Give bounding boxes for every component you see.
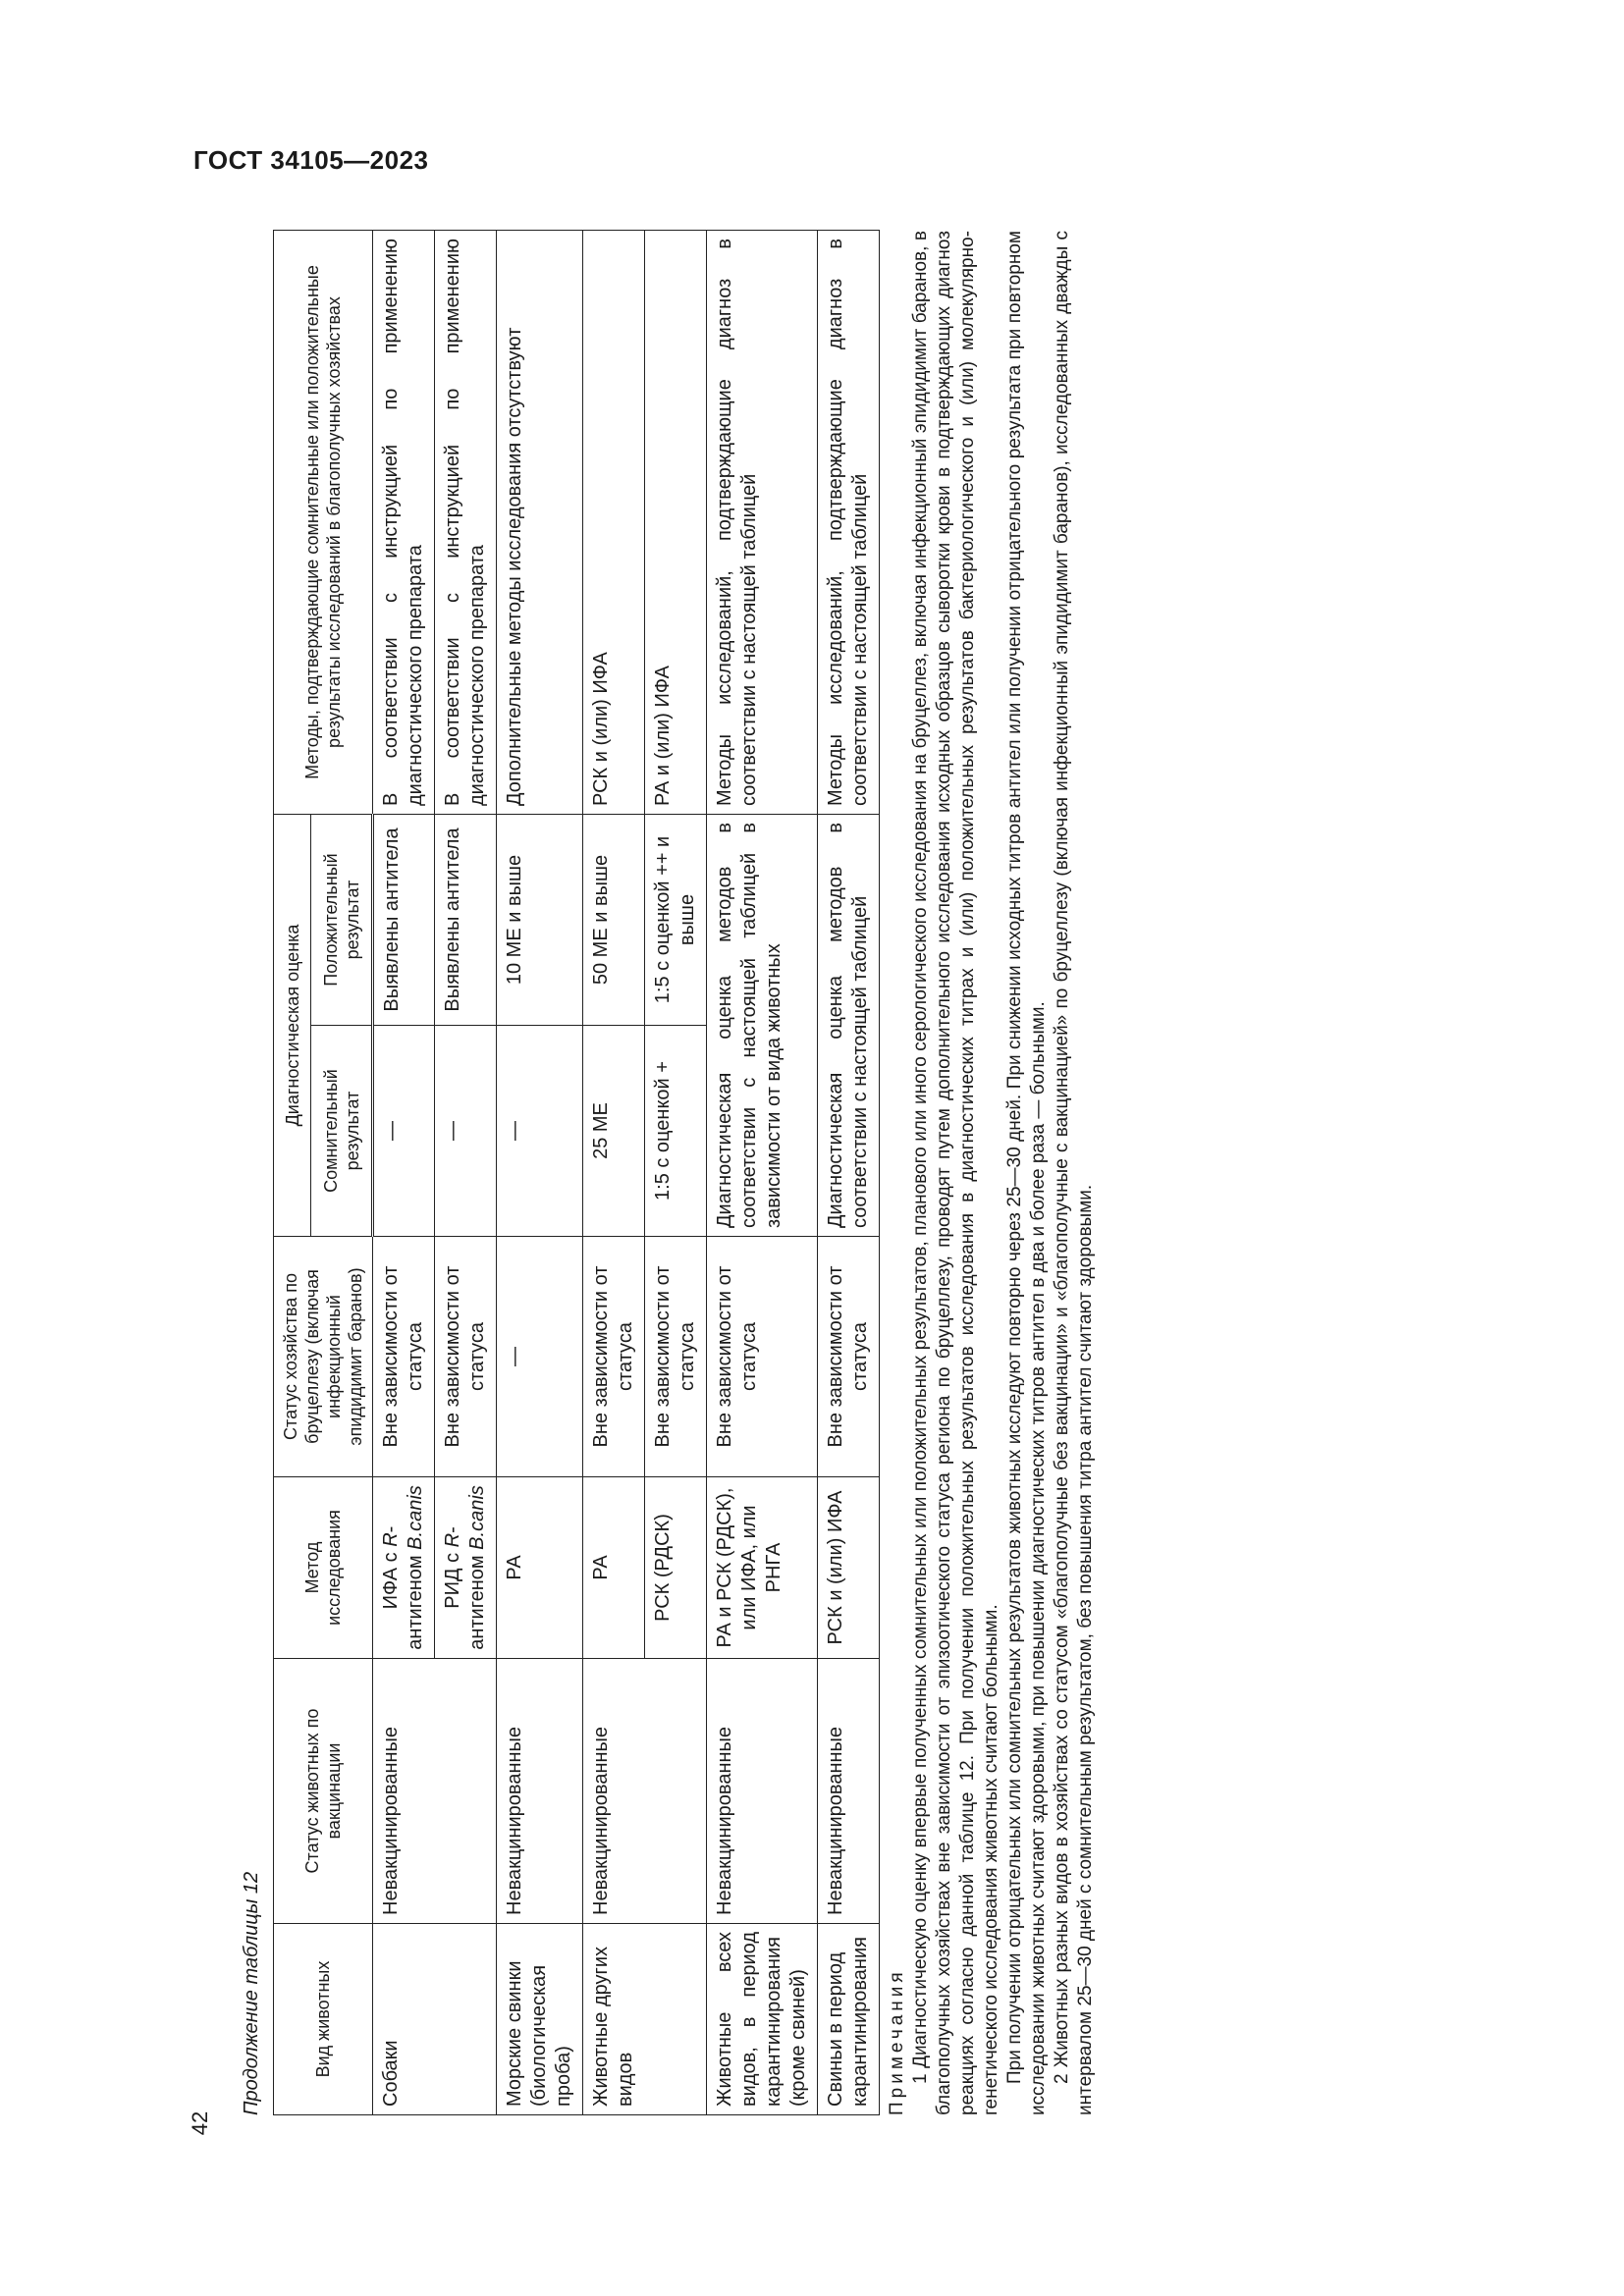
cell-confirm: РСК и (или) ИФА <box>583 231 645 815</box>
method-bcanis: B.canis <box>466 1485 488 1550</box>
cell-vaccination: Невакцинированные <box>818 1659 880 1924</box>
header-row-1 <box>274 231 311 2115</box>
cell-vaccination: Невакцинированные <box>497 1659 583 1924</box>
cell-confirm: В соответствии с инструкцией по применению диагностического препарата <box>373 231 435 815</box>
cell-method: РСК и (или) ИФА <box>818 1477 880 1659</box>
cell-method: РА <box>497 1477 583 1659</box>
cell-doubtful: 25 МЕ <box>583 1026 645 1237</box>
method-antigen: -антигеном <box>442 1526 488 1650</box>
cell-doubtful: 1:5 с оценкой + <box>645 1026 707 1237</box>
cell-species: Животные других видов <box>583 1924 707 2115</box>
rotated-content <box>234 231 1510 2115</box>
cell-positive: 1:5 с оценкой ++ и выше <box>645 815 707 1026</box>
note-2: 2 Животных разных видов в хозяйствах со статусом «благополучные без вакцинации» и «благополучные с вакцинацией» по бруцеллезу (включая инфекционный эпидидимит баранов), исследованных дважды с интервалом 25—30 дней с сомнительным результатом, без повышения титра антител считают здоровыми. <box>1052 231 1096 2115</box>
header-species: Вид животных <box>274 1924 373 2115</box>
cell-farm-status: Вне зависимости от статуса <box>583 1237 645 1477</box>
cell-method: РСК (РДСК) <box>645 1477 707 1659</box>
cell-farm-status: Вне зависимости от статуса <box>435 1237 497 1477</box>
table-row <box>497 231 583 2115</box>
cell-species: Собаки <box>373 1924 497 2115</box>
cell-vaccination: Невакцинированные <box>583 1659 707 1924</box>
cell-farm-status: Вне зависимости от статуса <box>645 1237 707 1477</box>
cell-confirm: Методы исследований, подтверждающие диагноз в соответствии с настоящей таблицей <box>707 231 818 815</box>
header-doubtful: Сомнительный результат <box>311 1026 373 1237</box>
method-bcanis: B.canis <box>405 1485 426 1550</box>
header-vaccination: Статус животных по вакцинации <box>274 1659 373 1924</box>
method-r: R <box>442 1532 463 1548</box>
cell-farm-status: Вне зависимости от статуса <box>373 1237 435 1477</box>
cell-method: РА <box>583 1477 645 1659</box>
cell-positive: 10 МЕ и выше <box>497 815 583 1026</box>
cell-method <box>435 1477 497 1659</box>
table-row <box>707 231 818 2115</box>
cell-positive: Выявлены антитела <box>435 815 497 1026</box>
method-text: ИФА с <box>380 1546 402 1610</box>
cell-confirm: Дополнительные методы исследования отсутствуют <box>497 231 583 815</box>
header-positive: Положительный результат <box>311 815 373 1026</box>
cell-farm-status: — <box>497 1237 583 1477</box>
cell-doubtful: — <box>435 1026 497 1237</box>
table-row <box>373 231 435 2115</box>
cell-species: Свиньи в период карантинирования <box>818 1924 880 2115</box>
standard-designation: ГОСТ 34105—2023 <box>193 145 429 175</box>
header-confirming-methods: Методы, подтверждающие сомнительные или положительные результаты исследований в благополучных хозяйствах <box>274 231 373 815</box>
page-number-text: 42 <box>188 2110 213 2136</box>
header-farm-status: Статус хозяйства по бруцеллезу (включая инфекционный эпидидимит баранов) <box>274 1237 373 1477</box>
table-caption: Продолжение таблицы 12 <box>241 1871 262 2115</box>
cell-farm-status: Вне зависимости от статуса <box>818 1237 880 1477</box>
note-1: 1 Диагностическую оценку впервые полученных сомнительных или положительных результатов, планового или иного серологического исследования на бруцеллез, включая инфекционный эпидидимит баранов, в благополучных хозяйствах вне зависимости от эпизоотического статуса региона по бруцеллезу, проводят путем дополнительного исследования исходных образцов сыворотки крови в подтверждающих диагноз реакциях согласно данной таблице 12. При получении положительных результатов исследования в диагностических титрах и (или) положительных результатов бактериологического и (или) молекулярно-генетического исследования животных считают больными. <box>910 231 1001 2115</box>
cell-species: Животные всех видов, в период карантинирования (кроме свиней) <box>707 1924 818 2115</box>
cell-species: Морские свинки (биологическая проба) <box>497 1924 583 2115</box>
table-row <box>818 231 880 2115</box>
header-diagnostic-assessment: Диагностическая оценка <box>274 815 311 1237</box>
cell-confirm: Методы исследований, подтверждающие диагноз в соответствии с настоящей таблицей <box>818 231 880 815</box>
cell-method: РА и РСК (РДСК), или ИФА, или РНГА <box>707 1477 818 1659</box>
note-1-continued: При получении отрицательных или сомнительных результатов животных исследуют повторно через 25—30 дней. При снижении исходных титров антител или получении отрицательного результата при повторном исследовании животных считают здоровыми, при повышении диагностических титров антител в два и более раза — больными. <box>1004 231 1049 2115</box>
cell-confirm: РА и (или) ИФА <box>645 231 707 815</box>
cell-vaccination: Невакцинированные <box>373 1659 497 1924</box>
cell-method <box>373 1477 435 1659</box>
cell-diagnostic: Диагностическая оценка методов в соответствии с настоящей таблицей в зависимости от вида животных <box>707 815 818 1237</box>
method-text: РИД с <box>442 1547 463 1609</box>
cell-confirm: В соответствии с инструкцией по применению диагностического препарата <box>435 231 497 815</box>
cell-vaccination: Невакцинированные <box>707 1659 818 1924</box>
header-method: Метод исследования <box>274 1477 373 1659</box>
cell-doubtful: — <box>497 1026 583 1237</box>
method-r: R <box>380 1532 402 1547</box>
table-row <box>583 231 645 2115</box>
cell-positive: Выявлены антитела <box>373 815 435 1026</box>
notes-heading: Примечания <box>887 1968 907 2115</box>
notes <box>880 231 1098 2115</box>
cell-positive: 50 МЕ и выше <box>583 815 645 1026</box>
method-antigen: -антигеном <box>380 1525 426 1650</box>
cell-diagnostic: Диагностическая оценка методов в соответствии с настоящей таблицей <box>818 815 880 1237</box>
diagnostic-table <box>273 230 880 2115</box>
cell-farm-status: Вне зависимости от статуса <box>707 1237 818 1477</box>
page-number <box>189 2110 212 2136</box>
cell-doubtful: — <box>373 1026 435 1237</box>
